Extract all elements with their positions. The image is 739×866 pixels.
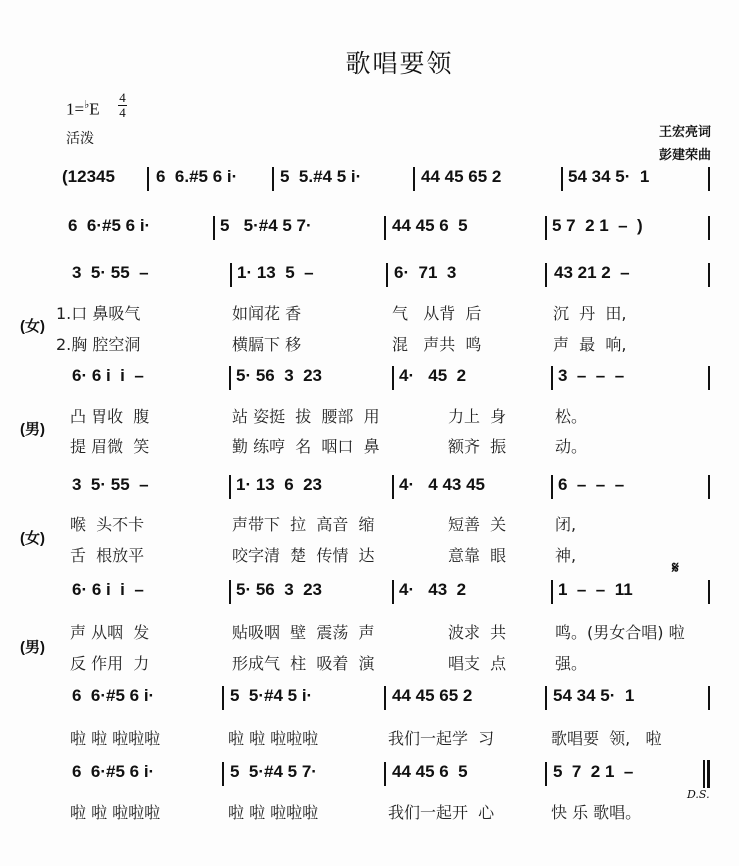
barline [413, 167, 415, 191]
lyric: 声带下 拉 高音 缩 [232, 515, 375, 534]
system-intro-1 [0, 167, 739, 197]
dal-segno-mark: D.S. [687, 788, 710, 801]
measure: 5 5·#4 5 7· [230, 762, 317, 781]
barline [708, 475, 710, 499]
measure: 6 6·#5 6 i· [72, 686, 155, 705]
lyric: 松。 [555, 407, 588, 426]
system-verse-a [0, 263, 739, 293]
barline [551, 366, 553, 390]
barline [708, 686, 710, 710]
measure: 4· 43 2 [399, 580, 467, 599]
system-intro-2 [0, 216, 739, 246]
barline [392, 475, 394, 499]
lyric: 贴吸咽 壁 震荡 声 [232, 623, 375, 642]
measure: 6 6.#5 6 i· [156, 167, 238, 186]
measure: 44 45 65 2 [421, 167, 502, 186]
lyric: 我们一起开 心 [388, 803, 495, 822]
voice-label-female: (女) [20, 530, 45, 547]
lyric: 舌 根放平 [70, 546, 145, 565]
measure: 4· 45 2 [399, 366, 467, 385]
measure: 5 5·#4 5 i· [230, 686, 313, 705]
lyric: 如闻花 香 [232, 304, 302, 323]
lyric: 动。 [555, 437, 588, 456]
time-top: 4 [119, 90, 126, 105]
measure: 44 45 6 5 [392, 216, 468, 235]
final-barline-thin [703, 760, 705, 788]
barline [229, 580, 231, 604]
composer-credit: 彭建荣曲 [658, 148, 711, 163]
measure: 6· 6 i i – [72, 366, 144, 385]
lyricist-credit: 王宏亮词 [658, 125, 711, 140]
measure: 44 45 6 5 [392, 762, 468, 781]
barline [545, 263, 547, 287]
barline [386, 263, 388, 287]
measure: 6 6·#5 6 i· [68, 216, 151, 235]
lyric: 强。 [555, 654, 588, 673]
song-title: 歌唱要领 [345, 49, 454, 78]
lyric: 喉 头不卡 [70, 515, 145, 534]
measure: 5 7 2 1 – ) [552, 216, 643, 235]
time-signature [118, 91, 127, 120]
lyric: 波求 共 [448, 623, 507, 642]
lyric: 1.口 鼻吸气 [56, 304, 141, 323]
measure: 43 21 2 – [554, 263, 630, 282]
time-bottom: 4 [119, 105, 126, 120]
measure: 6 – – – [558, 475, 625, 494]
lyric: 形成气 柱 吸着 演 [232, 654, 375, 673]
lyric: 意靠 眼 [448, 546, 507, 565]
lyric: 啦 啦 啦啦啦 [70, 803, 161, 822]
barline [384, 762, 386, 786]
barline [384, 216, 386, 240]
lyric: 横膈下 移 [232, 335, 302, 354]
barline [213, 216, 215, 240]
measure: 5· 56 3 23 [236, 580, 323, 599]
barline [708, 580, 710, 604]
lyric: 唱支 点 [448, 654, 507, 673]
measure: 3 5· 55 – [72, 475, 149, 494]
lyric: 啦 啦 啦啦啦 [228, 729, 319, 748]
barline [561, 167, 563, 191]
measure: (12345 [62, 167, 115, 186]
measure: 5· 56 3 23 [236, 366, 323, 385]
lyric: 声 最 响, [553, 335, 627, 354]
measure: 5 5·#4 5 7· [220, 216, 312, 235]
barline [229, 475, 231, 499]
lyric: 啦 啦 啦啦啦 [228, 803, 319, 822]
measure: 6· 6 i i – [72, 580, 144, 599]
lyric: 短善 关 [448, 515, 507, 534]
barline [545, 762, 547, 786]
system-verse-d [0, 580, 739, 610]
barline [229, 366, 231, 390]
measure: 54 34 5· 1 [553, 686, 635, 705]
barline [708, 167, 710, 191]
measure: 1· 13 5 – [237, 263, 314, 282]
system-verse-c [0, 475, 739, 505]
key-signature [66, 98, 100, 120]
lyric: 神, [555, 546, 577, 565]
lyric: 歌唱要 领, 啦 [551, 729, 662, 748]
measure: 5 5.#4 5 i· [280, 167, 362, 186]
lyric: 我们一起学 习 [388, 729, 495, 748]
measure: 4· 4 43 45 [399, 475, 486, 494]
barline [384, 686, 386, 710]
lyric: 快 乐 歌唱。 [551, 803, 642, 822]
system-verse-b [0, 366, 739, 396]
barline [222, 762, 224, 786]
lyric: 闭, [555, 515, 577, 534]
key-prefix: 1= [66, 99, 85, 119]
lyric: 气 从背 后 [392, 304, 482, 323]
voice-label-male: (男) [20, 639, 45, 656]
measure: 1· 13 6 23 [236, 475, 323, 494]
lyric: 提 眉微 笑 [70, 437, 150, 456]
voice-label-male: (男) [20, 421, 45, 438]
lyric: 咬字清 楚 传情 达 [232, 546, 375, 565]
barline [708, 263, 710, 287]
barline [551, 475, 553, 499]
barline [222, 686, 224, 710]
barline [708, 366, 710, 390]
measure: 5 7 2 1 – [553, 762, 634, 781]
key-note: E [89, 99, 100, 119]
lyric: 沉 丹 田, [553, 304, 627, 323]
lyric: 勤 练哼 名 咽口 鼻 [232, 437, 380, 456]
measure: 1 – – 11 [558, 580, 633, 599]
voice-label-female: (女) [20, 318, 45, 335]
barline [545, 216, 547, 240]
measure: 3 5· 55 – [72, 263, 149, 282]
lyric: 凸 胃收 腹 [70, 407, 150, 426]
barline [392, 366, 394, 390]
measure: 54 34 5· 1 [568, 167, 650, 186]
lyric: 啦 啦 啦啦啦 [70, 729, 161, 748]
segno-icon: 𝄋 [672, 560, 679, 577]
measure: 6· 71 3 [394, 263, 457, 282]
lyric: 反 作用 力 [70, 654, 150, 673]
flat-icon: ♭ [84, 99, 90, 111]
final-barline-thick [707, 760, 710, 788]
tempo-marking: 活泼 [66, 130, 94, 146]
barline [230, 263, 232, 287]
lyric: 2.胸 腔空洞 [56, 335, 141, 354]
lyric: 混 声共 鸣 [392, 335, 482, 354]
measure: 44 45 65 2 [392, 686, 473, 705]
lyric: 鸣。(男女合唱) 啦 [555, 623, 685, 642]
measure: 3 – – – [558, 366, 625, 385]
measure: 6 6·#5 6 i· [72, 762, 155, 781]
barline [272, 167, 274, 191]
lyric: 站 姿挺 拔 腰部 用 [232, 407, 380, 426]
system-chorus-1 [0, 686, 739, 716]
barline [147, 167, 149, 191]
lyric: 力上 身 [448, 407, 507, 426]
barline [551, 580, 553, 604]
lyric: 声 从咽 发 [70, 623, 150, 642]
barline [708, 216, 710, 240]
lyric: 额齐 振 [448, 437, 507, 456]
barline [392, 580, 394, 604]
barline [545, 686, 547, 710]
system-chorus-2 [0, 762, 739, 792]
